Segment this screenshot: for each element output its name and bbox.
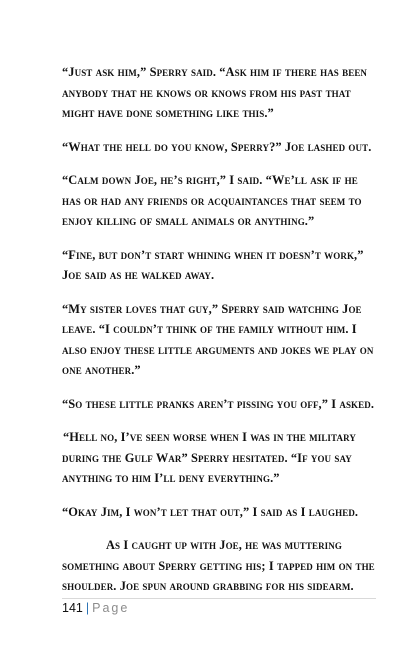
page-number: 141 <box>62 601 83 615</box>
paragraph-4: “Fine, but don’t start whining when it doesn’t work,” Joe said as he walked away. <box>62 247 364 282</box>
footer-divider <box>62 598 376 599</box>
body-text <box>62 62 376 610</box>
page-footer <box>62 598 376 620</box>
paragraph-6: “So these little pranks aren’t pissing you off,” I asked. <box>62 396 375 411</box>
paragraph-8: “Okay Jim, I won’t let that out,” I said as I laughed. <box>62 504 359 519</box>
paragraph-5: “My sister loves that guy,” Sperry said watching Joe leave. “I couldn’t think of the family without him. I also enjoy these little arguments and jokes we play on one another.” <box>62 301 374 377</box>
paragraph-2: “What the hell do you know, Sperry?” Joe lashed out. <box>62 139 372 154</box>
paragraph-1: “Just ask him,” Sperry said. “Ask him if there has been anybody that he knows or knows from his past that might have done something like this.” <box>62 65 368 120</box>
footer-separator: | <box>85 601 90 615</box>
page-label: Page <box>92 601 130 615</box>
paragraph-7: “Hell no, I’ve seen worse when I was in the military during the Gulf War” Sperry hesitated. “If you say anything to him I’ll deny everything.” <box>62 430 356 485</box>
footer-text <box>62 600 129 616</box>
paragraph-3: “Calm down Joe, he’s right,” I said. “We’ll ask if he has or had any friends or acquaintances that seem to enjoy killing of small animals or anything.” <box>62 173 362 228</box>
paragraph-9: As I caught up with Joe, he was muttering something about Sperry getting his; I tapped him on the shoulder. Joe spun around grabbing for his sidearm. <box>62 538 375 593</box>
